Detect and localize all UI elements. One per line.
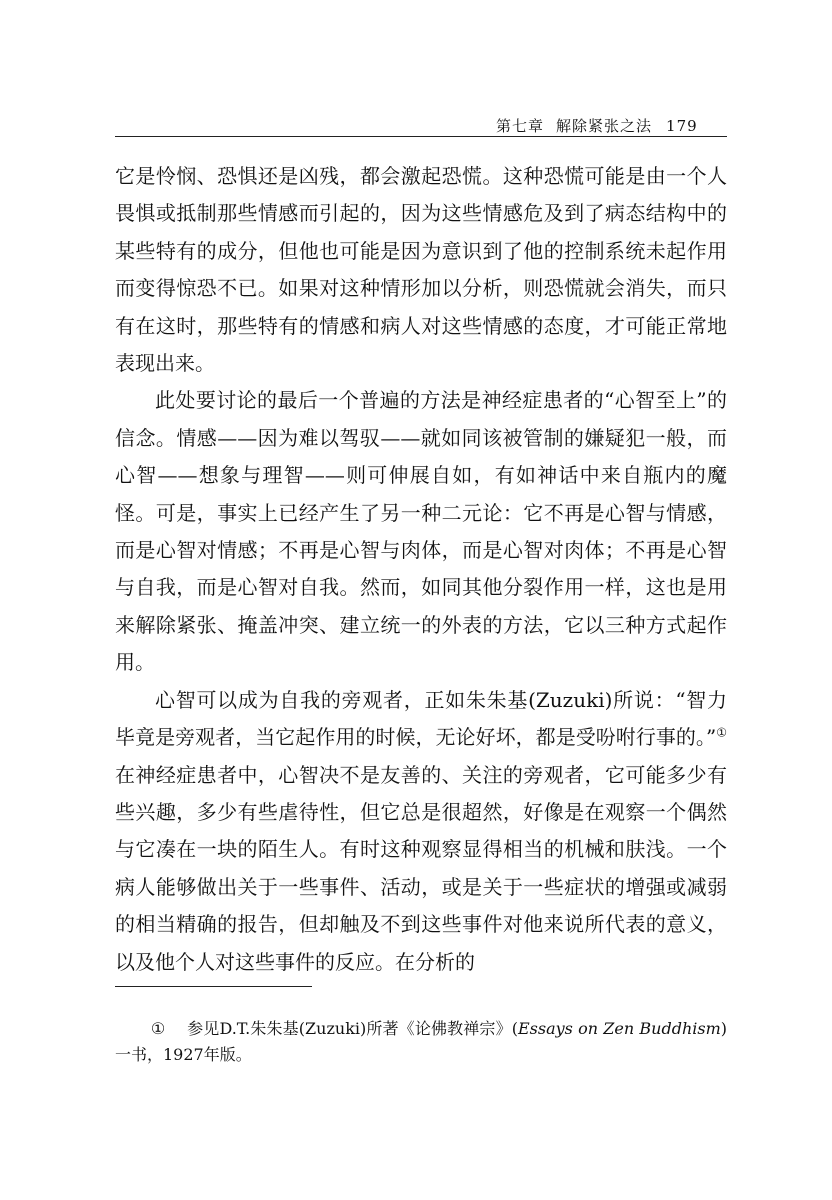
header-rule xyxy=(115,136,727,137)
footnote-rule xyxy=(115,986,312,987)
footnote-english-title: Essays on Zen Buddhism xyxy=(517,1019,721,1038)
footnote-text-before: 参见D.T.朱朱基(Zuzuki)所著《论佛教禅宗》( xyxy=(187,1019,518,1038)
paragraph-text-after-ref: 在神经症患者中，心智决不是友善的、关注的旁观者，它可能多少有些兴趣，多少有些虐待性，但它总是很超然，好像是在观察一个偶然与它凑在一块的陌生人。有时这种观察显得相当的机械和肤浅。一个病人能够做出关于一些事件、活动，或是关于一些症状的增强或减弱的相当精确的报告，但却触及不到这些事件对他来说所代表的意义，以及他个人对这些事件的反应。在分析的 xyxy=(115,762,727,974)
paragraph-text-before-ref: 心智可以成为自我的旁观者，正如朱朱基(Zuzuki)所说：“智力毕竟是旁观者，当它起作用的时候，无论好坏，都是受吩咐行事的。” xyxy=(115,687,727,750)
paragraph-mind-spectator xyxy=(115,682,727,981)
footnote xyxy=(115,1016,727,1068)
running-head xyxy=(496,115,698,136)
footnote-reference[interactable]: ① xyxy=(716,725,727,740)
paragraph-continuation: 它是怜悯、恐惧还是凶残，都会激起恐慌。这种恐慌可能是由一个人畏惧或抵制那些情感而引起的，因为这些情感危及到了病态结构中的某些特有的成分，但他也可能是因为意识到了他的控制系统未起作用而变得惊恐不已。如果对这种情形加以分析，则恐慌就会消失，而只有在这时，那些特有的情感和病人对这些情感的态度，才可能正常地表现出来。 xyxy=(115,164,727,376)
footnote-marker: ① xyxy=(150,1019,166,1038)
page-number: 179 xyxy=(666,117,698,135)
chapter-label: 第七章 xyxy=(496,117,545,135)
body-text xyxy=(115,158,727,981)
footnote-text-after: )一书，1927年版。 xyxy=(115,1019,728,1064)
section-title: 解除紧张之法 xyxy=(556,117,653,135)
paragraph-mind-supremacy: 此处要讨论的最后一个普遍的方法是神经症患者的“心智至上”的信念。情感——因为难以驾驭——就如同该被管制的嫌疑犯一般，而心智——想象与理智——则可伸展自如，有如神话中来自瓶内的魔怪。可是，事实上已经产生了另一种二元论：它不再是心智与情感，而是心智对情感；不再是心智与肉体，而是心智对肉体；不再是心智与自我，而是心智对自我。然而，如同其他分裂作用一样，这也是用来解除紧张、掩盖冲突、建立统一的外表的方法，它以三种方式起作用。 xyxy=(115,388,727,675)
